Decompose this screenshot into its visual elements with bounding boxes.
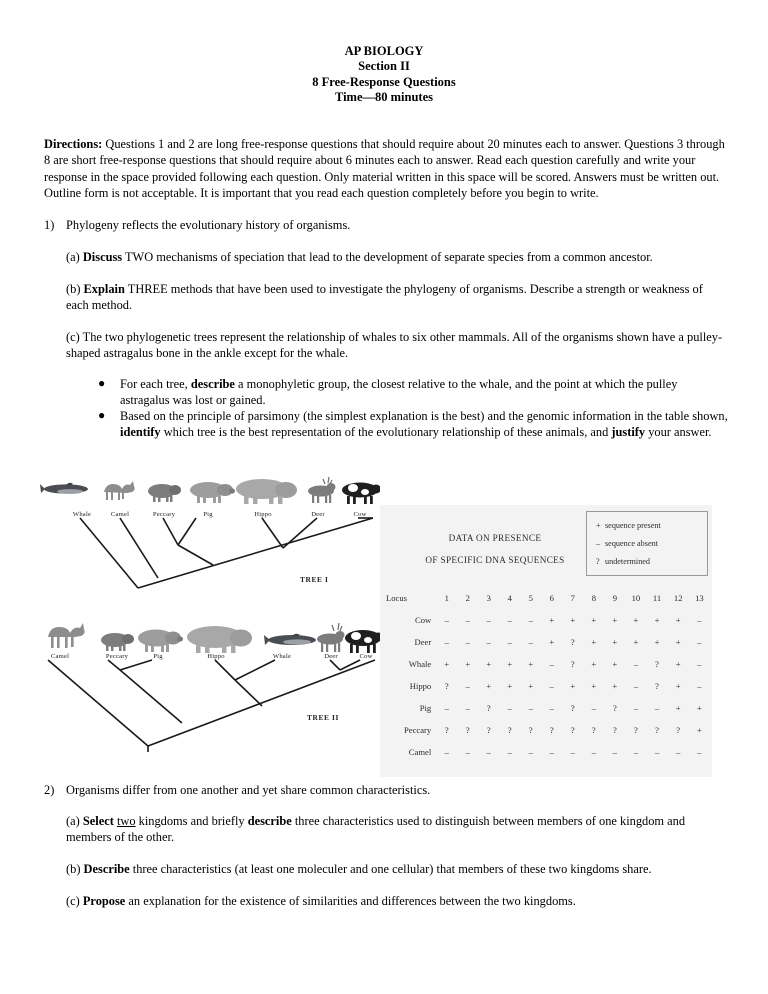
locus-column-header: 9 — [612, 593, 617, 603]
tree-1-taxon-label: Camel — [110, 511, 130, 518]
tree-1-taxon-label: Cow — [353, 511, 367, 518]
table-cell: + — [549, 615, 555, 625]
q2-part-c-label: (c) — [66, 894, 83, 908]
deer-icon — [317, 623, 345, 652]
locus-column-header: 7 — [570, 593, 575, 603]
species-row-label: Whale — [408, 659, 432, 669]
species-row-label: Camel — [408, 747, 432, 757]
table-cell: ? — [612, 703, 617, 713]
title-line-2: Section II — [358, 59, 410, 74]
table-cell: + — [696, 725, 702, 735]
table-row — [382, 609, 710, 631]
locus-header-label: Locus — [386, 593, 408, 603]
question-2-number: 2) — [44, 783, 55, 797]
table-cell: + — [528, 659, 534, 669]
question-1-part-b — [66, 281, 728, 313]
table-cell: + — [633, 615, 639, 625]
directions-label: Directions: — [44, 137, 103, 152]
tree-2-taxon-label: Deer — [324, 653, 338, 660]
tree-1-taxon-label: Peccary — [152, 511, 176, 518]
table-cell: – — [549, 703, 554, 713]
locus-column-header: 2 — [465, 593, 470, 603]
table-cell: – — [549, 659, 554, 669]
table-cell: + — [444, 659, 450, 669]
q2-part-c-text: an explanation for the existence of similarities and differences between the two kingdoms. — [125, 894, 576, 908]
tree-1-taxon-label: Hippo — [254, 511, 272, 518]
q2-part-a-underlined-word: two — [116, 814, 136, 828]
table-cell: ? — [655, 659, 659, 669]
table-cell: ? — [486, 703, 491, 713]
tree-2-diagram — [30, 618, 380, 753]
tree-2-svg — [30, 618, 380, 753]
question-1-stem — [44, 217, 734, 233]
species-row-label: Pig — [419, 703, 432, 713]
table-cell: ? — [570, 637, 575, 647]
part-c-text: The two phylogenetic trees represent the relationship of whales to six other mammals. All of the organisms shown have a pulley-shaped astragalus bone in the ankle except for the whale. — [66, 330, 723, 361]
table-row — [382, 741, 710, 763]
table-cell: – — [633, 703, 639, 713]
question-1-part-c — [66, 329, 728, 361]
table-cell: + — [633, 637, 639, 647]
deer-icon — [308, 477, 336, 503]
table-cell: – — [697, 659, 702, 669]
part-a-text: TWO mechanisms of speciation that lead to the development of separate species from a common ancestor. — [122, 250, 653, 264]
title-line-4: Time—80 minutes — [334, 90, 434, 105]
table-header-row — [382, 587, 710, 609]
dna-sequence-data-panel — [380, 505, 712, 777]
tree-1-branches — [80, 518, 373, 588]
legend-symbol-plus: + — [596, 521, 601, 530]
table-cell: ? — [570, 725, 575, 735]
legend-symbol-question: ? — [596, 557, 600, 566]
table-cell: + — [528, 681, 534, 691]
dna-presence-table — [382, 587, 710, 763]
table-cell: ? — [528, 725, 533, 735]
tree-2-branches — [48, 660, 375, 752]
legend-box — [586, 511, 708, 576]
table-cell: – — [528, 615, 533, 625]
table-cell: – — [444, 747, 449, 757]
table-cell: ? — [570, 659, 575, 669]
table-cell: + — [591, 681, 597, 691]
tree-2-name: TREE II — [307, 713, 339, 722]
table-cell: – — [507, 637, 512, 647]
table-cell: – — [465, 615, 470, 625]
table-cell: + — [654, 637, 660, 647]
legend-symbol-minus: – — [596, 539, 601, 548]
table-cell: ? — [444, 725, 449, 735]
table-cell: – — [676, 747, 681, 757]
table-cell: + — [507, 659, 513, 669]
table-cell: – — [465, 637, 470, 647]
table-cell: + — [591, 637, 597, 647]
bullet-1-pre: For each tree, — [120, 377, 191, 391]
question-2-part-b — [66, 861, 728, 877]
legend-item-undetermined — [596, 557, 650, 566]
table-cell: ? — [486, 725, 491, 735]
table-cell: + — [612, 615, 618, 625]
species-row-label: Peccary — [404, 725, 432, 735]
data-panel-title-line-2: OF SPECIFIC DNA SEQUENCES — [425, 555, 565, 565]
part-b-verb: Explain — [83, 282, 125, 296]
q2-part-a-verb: Select — [82, 814, 114, 828]
table-row — [382, 719, 710, 741]
page-title — [0, 0, 768, 106]
table-cell: + — [570, 615, 576, 625]
table-cell: ? — [634, 725, 638, 735]
question-2-part-c — [66, 893, 728, 909]
part-b-text: THREE methods that have been used to investigate the phylogeny of organisms. Describe a strength or weakness of each method. — [66, 282, 703, 313]
data-panel-title-line-1: DATA ON PRESENCE — [448, 533, 542, 543]
table-cell: – — [444, 615, 449, 625]
tree-2-taxon-label: Cow — [359, 653, 373, 660]
table-cell: – — [528, 703, 533, 713]
table-row — [382, 653, 710, 675]
table-cell: – — [633, 659, 639, 669]
table-cell: + — [591, 659, 597, 669]
table-cell: – — [507, 703, 512, 713]
camel-icon — [48, 623, 85, 648]
whale-icon — [40, 483, 88, 494]
table-cell: – — [591, 703, 596, 713]
cow-icon — [342, 483, 380, 505]
table-cell: + — [612, 637, 618, 647]
list-item — [92, 376, 730, 408]
tree-2-taxon-label: Camel — [50, 653, 70, 660]
q2-part-a-verb-2: describe — [247, 814, 292, 828]
tree-2-taxon-label: Pig — [153, 653, 163, 660]
locus-column-header: 4 — [507, 593, 512, 603]
table-header — [382, 587, 710, 609]
table-cell: + — [696, 703, 702, 713]
tree-1-taxon-label: Deer — [311, 511, 325, 518]
bullet-1-post: a monophyletic group, the closest relative to the whale, and the point at which the pulley astragalus was lost or gained. — [120, 377, 678, 408]
table-cell: – — [486, 615, 491, 625]
table-cell: – — [697, 637, 702, 647]
table-cell: – — [465, 681, 470, 691]
question-2-stem — [44, 782, 734, 798]
q2-part-a-mid: kingdoms and briefly — [135, 814, 248, 828]
question-1-bullet-list — [92, 376, 730, 440]
tree-2-taxon-label: Hippo — [207, 653, 225, 660]
question-1-stem-text: Phylogeny reflects the evolutionary history of organisms. — [66, 218, 351, 232]
tree-2-taxon-label: Whale — [272, 653, 292, 660]
bullet-2-verb-1: identify — [120, 425, 161, 440]
bullet-2-mid: which tree is the best representation of the evolutionary relationship of these animals, and — [160, 425, 612, 440]
species-row-label: Deer — [414, 637, 432, 647]
table-row — [382, 697, 710, 719]
table-cell: ? — [507, 725, 512, 735]
list-item — [92, 408, 730, 440]
title-line-1: AP BIOLOGY — [344, 44, 424, 58]
pig-icon — [138, 630, 183, 653]
tree-1-taxon-label: Whale — [72, 511, 92, 518]
legend-text-present: sequence present — [605, 521, 661, 530]
tree-2-taxon-label: Peccary — [105, 653, 129, 660]
locus-column-header: 1 — [444, 593, 449, 603]
bullet-1-verb: describe — [190, 377, 235, 391]
locus-column-header: 8 — [591, 593, 596, 603]
table-cell: + — [507, 681, 513, 691]
tree-1-taxon-label: Pig — [203, 511, 213, 518]
table-cell: – — [465, 703, 470, 713]
table-cell: – — [591, 747, 596, 757]
table-cell: – — [528, 747, 533, 757]
table-row — [382, 675, 710, 697]
table-cell: – — [633, 747, 639, 757]
table-cell: ? — [676, 725, 681, 735]
locus-column-header: 6 — [549, 593, 554, 603]
species-row-label: Cow — [414, 615, 432, 625]
tree-1-svg — [40, 475, 380, 590]
table-cell: + — [675, 615, 681, 625]
locus-column-header: 12 — [673, 593, 683, 603]
table-cell: – — [444, 637, 449, 647]
table-cell: + — [486, 681, 492, 691]
q2-part-a-text: three characteristics used to distinguish between members of one kingdom and members of the other. — [66, 814, 686, 845]
peccary-icon — [101, 633, 134, 651]
q2-part-c-verb: Propose — [82, 894, 126, 908]
table-cell: ? — [655, 681, 659, 691]
question-1-part-a — [66, 249, 728, 265]
table-cell: + — [612, 659, 618, 669]
table-cell: + — [465, 659, 471, 669]
question-1-number: 1) — [44, 218, 55, 232]
tree-1-animal-silhouettes — [40, 477, 380, 504]
table-cell: + — [654, 615, 660, 625]
table-cell: + — [549, 637, 555, 647]
q2-part-a-label: (a) — [66, 814, 83, 828]
legend-text-absent: sequence absent — [605, 539, 658, 548]
table-cell: – — [528, 637, 533, 647]
table-cell: – — [549, 681, 554, 691]
locus-column-header: 3 — [486, 593, 491, 603]
table-cell: – — [612, 747, 617, 757]
legend-item-absent — [596, 539, 658, 548]
table-cell: – — [570, 747, 575, 757]
bullet-2-pre: Based on the principle of parsimony (the simplest explanation is the best) and the genomic information in the table shown, — [120, 409, 728, 424]
table-row — [382, 631, 710, 653]
table-cell: – — [697, 747, 702, 757]
bullet-2-post: your answer. — [645, 425, 712, 440]
table-cell: – — [465, 747, 470, 757]
q2-part-b-label: (b) — [66, 862, 84, 876]
locus-column-header: 5 — [528, 593, 533, 603]
locus-column-header: 10 — [631, 593, 641, 603]
hippo-icon — [236, 479, 297, 504]
table-cell: – — [486, 637, 491, 647]
table-cell: – — [549, 747, 554, 757]
q2-part-b-verb: Describe — [83, 862, 130, 876]
table-cell: – — [507, 615, 512, 625]
table-cell: – — [697, 681, 702, 691]
legend-text-undetermined: undetermined — [605, 557, 651, 566]
table-body — [382, 609, 710, 763]
locus-column-header: 13 — [695, 593, 704, 603]
table-cell: ? — [655, 725, 659, 735]
bullet-dot-icon: ● — [98, 408, 106, 423]
peccary-icon — [148, 484, 181, 502]
table-cell: + — [675, 681, 681, 691]
question-2-stem-text: Organisms differ from one another and yet share common characteristics. — [66, 783, 431, 797]
table-cell: – — [697, 615, 702, 625]
table-cell: ? — [444, 681, 449, 691]
table-cell: ? — [591, 725, 596, 735]
table-cell: ? — [549, 725, 554, 735]
table-cell: + — [591, 615, 597, 625]
tree-1-name: TREE I — [300, 575, 329, 584]
hippo-icon — [187, 626, 252, 653]
camel-icon — [104, 481, 135, 500]
title-line-3: 8 Free-Response Questions — [312, 74, 456, 89]
part-a-label: (a) — [66, 250, 83, 264]
table-cell: – — [507, 747, 512, 757]
table-cell: + — [612, 681, 618, 691]
table-cell: – — [444, 703, 449, 713]
table-cell: ? — [612, 725, 617, 735]
part-a-verb: Discuss — [82, 250, 123, 264]
table-cell: + — [675, 703, 681, 713]
q2-part-b-text: three characteristics (at least one moleculer and one cellular) that members of these two kingdoms share. — [129, 862, 652, 876]
species-row-label: Hippo — [409, 681, 432, 691]
table-cell: + — [675, 659, 681, 669]
table-cell: + — [570, 681, 576, 691]
table-cell: + — [675, 637, 681, 647]
directions-paragraph — [44, 136, 726, 200]
table-cell: ? — [570, 703, 575, 713]
tree-1-diagram — [40, 475, 380, 590]
directions-text: Questions 1 and 2 are long free-response questions that should require about 20 minutes each to answer. Questions 3 through 8 are short free-response questions that should require about 6 minutes each to answer. Read each question carefully and write your response in the space provided following each question. Only material written in this space will be scored. Answers must be written out. Outline form is not acceptable. It is important that you read each question completely before you begin to write. — [44, 137, 725, 200]
whale-icon — [264, 634, 316, 645]
cow-icon — [345, 630, 380, 653]
question-2-part-a — [66, 813, 728, 845]
pig-icon — [190, 482, 235, 503]
tree-2-animal-silhouettes — [48, 623, 380, 653]
table-cell: – — [486, 747, 491, 757]
part-b-label: (b) — [66, 282, 84, 296]
legend-item-present — [596, 521, 661, 530]
bullet-2-verb-2: justify — [611, 425, 646, 440]
part-c-label: (c) — [66, 330, 83, 344]
bullet-dot-icon: ● — [98, 376, 106, 390]
table-cell: – — [633, 681, 639, 691]
table-cell: – — [654, 747, 660, 757]
locus-column-header: 11 — [652, 593, 662, 603]
table-cell: ? — [465, 725, 470, 735]
table-cell: + — [486, 659, 492, 669]
table-cell: – — [654, 703, 660, 713]
